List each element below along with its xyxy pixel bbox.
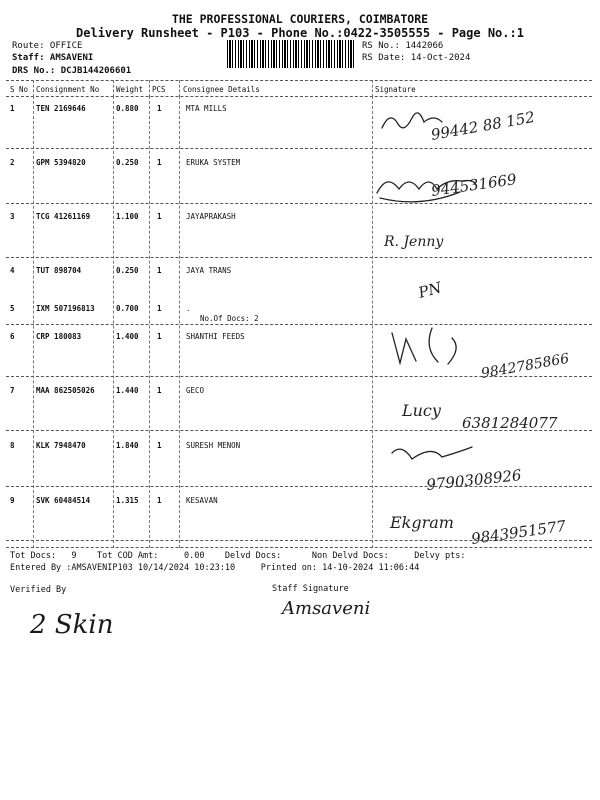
row-consignment: MAA 862505026: [36, 386, 95, 395]
row-pcs: 1: [157, 496, 162, 505]
rs-number: RS No.: 1442066: [362, 41, 444, 51]
row-weight: 0.250: [116, 158, 139, 167]
row-pcs: 1: [157, 332, 162, 341]
rs-date: RS Date: 14-Oct-2024: [362, 53, 471, 63]
row-consignee: .: [186, 304, 191, 313]
column-separator: [179, 96, 180, 548]
row-weight: 0.880: [116, 104, 139, 113]
row-weight: 1.840: [116, 441, 139, 450]
row-pcs: 1: [157, 304, 162, 313]
row-consignee: JAYAPRAKASH: [186, 212, 236, 221]
row-consignee: MTA MILLS: [186, 104, 227, 113]
row-consignee: ERUKA SYSTEM: [186, 158, 241, 167]
row-sno: 8: [10, 441, 15, 450]
svg-text:R. Jenny: R. Jenny: [384, 234, 444, 250]
summary-line: Tot Docs: 9 Tot COD Amt: 0.00 Delvd Docs: Non Delvd Docs: Delvy pts:: [10, 551, 466, 561]
row-consignee: GECO: [186, 386, 205, 395]
row-sno: 7: [10, 386, 15, 395]
svg-text:99442 88 152: 99442 88 152: [429, 107, 537, 144]
svg-text:Lucy: Lucy: [402, 401, 441, 420]
row-pcs: 1: [157, 158, 162, 167]
row-consignee: SHANTHI FEEDS: [186, 332, 245, 341]
svg-text:6381284077: 6381284077: [462, 414, 558, 432]
row-pcs: 1: [157, 212, 162, 221]
col-sno: S No: [10, 85, 29, 94]
row-sno: 6: [10, 332, 15, 341]
svg-text:9790308926: 9790308926: [425, 466, 523, 494]
row-consignment: CRP 180083: [36, 332, 82, 341]
row-sno: 2: [10, 158, 15, 167]
staff-signature: Amsaveni: [282, 598, 371, 619]
staff-signature-label: Staff Signature: [272, 584, 349, 594]
row-consignment: TEN 2169646: [36, 104, 86, 113]
company-title: THE PROFESSIONAL COURIERS, COIMBATORE: [171, 12, 429, 26]
col-consignment: Consignment No: [36, 85, 100, 94]
entered-line: Entered By :AMSAVENIP103 10/14/2024 10:23:10 Printed on: 14-10-2024 11:06:44: [10, 563, 420, 573]
svg-text:PN: PN: [416, 278, 444, 302]
handwritten-signatures: [372, 98, 598, 548]
row-pcs: 1: [157, 266, 162, 275]
drs-number: DRS No.: DCJB144206601: [12, 66, 132, 76]
row-sno: 3: [10, 212, 15, 221]
row-consignment: GPM 5394820: [36, 158, 86, 167]
svg-text:9842785866: 9842785866: [479, 350, 571, 382]
row-weight: 1.440: [116, 386, 139, 395]
row-sno: 4: [10, 266, 15, 275]
row-weight: 0.250: [116, 266, 139, 275]
barcode: [227, 40, 355, 68]
col-pcs: PCS: [152, 85, 166, 94]
row-note: No.Of Docs: 2: [200, 314, 259, 323]
row-consignee: KESAVAN: [186, 496, 218, 505]
row-sno: 5: [10, 304, 15, 313]
svg-text:944531669: 944531669: [430, 170, 518, 200]
row-weight: 1.315: [116, 496, 139, 505]
svg-text:9843951577: 9843951577: [470, 516, 568, 548]
svg-text:Ekgram: Ekgram: [390, 513, 454, 532]
column-separator: [33, 96, 34, 548]
col-signature: Signature: [375, 85, 416, 94]
col-consignee: Consignee Details: [183, 85, 260, 94]
row-consignment: TUT 898704: [36, 266, 82, 275]
row-pcs: 1: [157, 104, 162, 113]
row-weight: 1.400: [116, 332, 139, 341]
row-weight: 1.100: [116, 212, 139, 221]
column-separator: [113, 96, 114, 548]
row-consignee: SURESH MENON: [186, 441, 241, 450]
route-label: Route: OFFICE: [12, 41, 83, 51]
row-consignee: JAYA TRANS: [186, 266, 232, 275]
footer-divider: [6, 547, 592, 548]
column-separator: [149, 96, 150, 548]
row-sno: 1: [10, 104, 15, 113]
header-divider: [6, 80, 592, 81]
row-consignment: TCG 41261169: [36, 212, 91, 221]
runsheet-subtitle: Delivery Runsheet - P103 - Phone No.:0422-3505555 - Page No.:1: [76, 26, 524, 40]
verified-by-label: Verified By: [10, 585, 67, 595]
row-weight: 0.700: [116, 304, 139, 313]
row-pcs: 1: [157, 386, 162, 395]
row-pcs: 1: [157, 441, 162, 450]
row-consignment: SVK 60484514: [36, 496, 91, 505]
staff-label: Staff: AMSAVENI: [12, 53, 94, 63]
col-weight: Weight: [116, 85, 144, 94]
verified-signature: 2 Skin: [30, 610, 114, 640]
row-sno: 9: [10, 496, 15, 505]
row-consignment: KLK 7948470: [36, 441, 86, 450]
row-consignment: IXM 507196813: [36, 304, 95, 313]
header-divider: [6, 96, 592, 97]
